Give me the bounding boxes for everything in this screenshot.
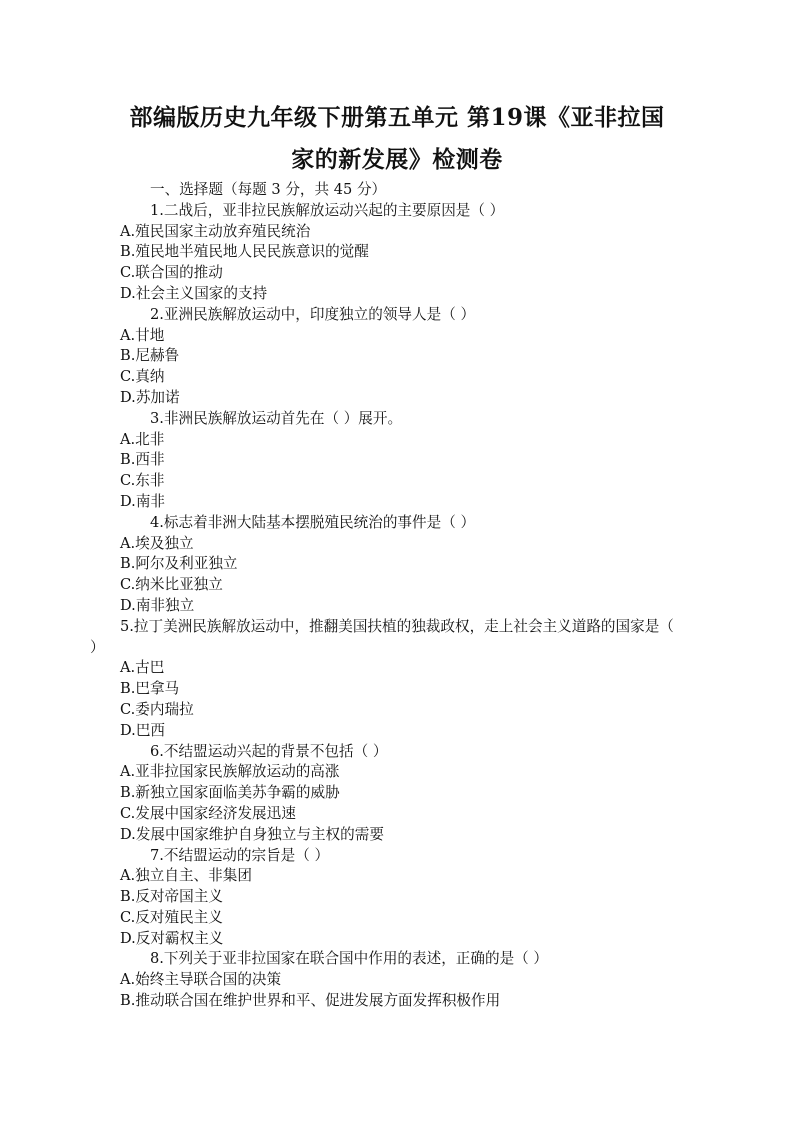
answer-option: A.亚非拉国家民族解放运动的高涨 xyxy=(120,763,340,781)
answer-option: A.甘地 xyxy=(120,326,165,344)
answer-option: B.新独立国家面临美苏争霸的威胁 xyxy=(120,784,340,802)
document-body xyxy=(90,180,680,1012)
answer-option: D.南非 xyxy=(120,492,166,510)
document-title-line-1: 部编版历史九年级下册第五单元 第19课《亚非拉国 xyxy=(129,104,665,131)
answer-option: D.社会主义国家的支持 xyxy=(120,284,268,302)
answer-option: B.尼赫鲁 xyxy=(120,347,180,365)
answer-option: A.埃及独立 xyxy=(120,534,194,552)
answer-option: B.西非 xyxy=(120,451,165,469)
answer-option: B.巴拿马 xyxy=(120,680,180,698)
question-stem: 5.拉丁美洲民族解放运动中，推翻美国扶植的独裁政权，走上社会主义道路的国家是（ ） xyxy=(90,617,674,656)
answer-option: D.南非独立 xyxy=(120,596,195,614)
document-title-line-2: 家的新发展》检测卷 xyxy=(291,146,503,173)
answer-option: C.委内瑞拉 xyxy=(120,700,194,718)
answer-option: D.苏加诺 xyxy=(120,388,180,406)
question-stem: 8.下列关于亚非拉国家在联合国中作用的表述，正确的是（ ） xyxy=(150,950,549,968)
question-stem: 3.非洲民族解放运动首先在（ ）展开。 xyxy=(150,409,403,427)
section-heading: 一、选择题（每题 3 分，共 45 分） xyxy=(150,181,387,198)
answer-option: B.反对帝国主义 xyxy=(120,888,223,906)
answer-option: A.古巴 xyxy=(120,659,165,677)
question-stem: 4.标志着非洲大陆基本摆脱殖民统治的事件是（ ） xyxy=(150,513,476,531)
question-stem: 7.不结盟运动的宗旨是（ ） xyxy=(150,846,330,864)
answer-option: D.发展中国家维护自身独立与主权的需要 xyxy=(120,825,384,843)
answer-option: C.真纳 xyxy=(120,368,165,386)
question-stem: 6.不结盟运动兴起的背景不包括（ ） xyxy=(150,742,388,760)
answer-option: D.反对霸权主义 xyxy=(120,929,224,947)
answer-option: C.反对殖民主义 xyxy=(120,908,223,926)
question-stem: 2.亚洲民族解放运动中，印度独立的领导人是（ ） xyxy=(150,305,476,323)
answer-option: C.发展中国家经济发展迅速 xyxy=(120,804,296,822)
answer-option: B.推动联合国在维护世界和平、促进发展方面发挥积极作用 xyxy=(120,992,501,1010)
answer-option: B.殖民地半殖民地人民民族意识的觉醒 xyxy=(120,243,369,261)
question-stem: 1.二战后，亚非拉民族解放运动兴起的主要原因是（ ） xyxy=(150,201,505,219)
answer-option: A.始终主导联合国的决策 xyxy=(120,971,282,989)
answer-option: C.联合国的推动 xyxy=(120,264,223,282)
answer-option: A.北非 xyxy=(120,430,165,448)
answer-option: D.巴西 xyxy=(120,721,166,739)
answer-option: C.纳米比亚独立 xyxy=(120,576,223,594)
answer-option: A.独立自主、非集团 xyxy=(120,867,252,885)
answer-option: B.阿尔及利亚独立 xyxy=(120,555,238,573)
answer-option: C.东非 xyxy=(120,472,165,490)
answer-option: A.殖民国家主动放弃殖民统治 xyxy=(120,222,311,240)
